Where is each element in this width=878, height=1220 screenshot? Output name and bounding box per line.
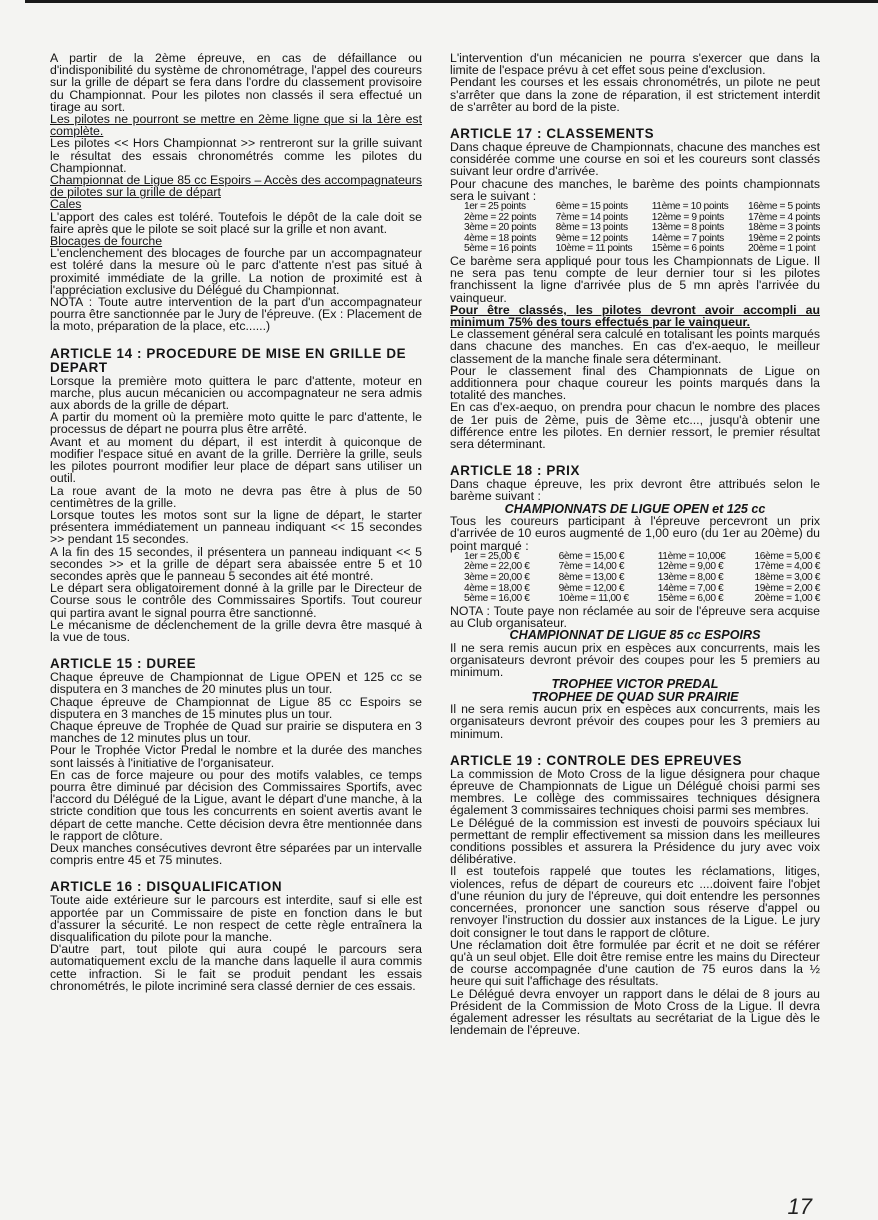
article-17-ranking-paragraph: Le classement général sera calculé en totalisant les points marqués dans chacune des manches. En cas d'ex-aequo, le meilleur classement de la manche finale sera déterminant. <box>450 327 820 366</box>
article-17-ranking-paragraph: En cas d'ex-aequo, on prendra pour chacun le nombre des places de 1er puis de 2ème, puis de 3ème etc..., jusqu'à obtenir une différence entre les pilotes. En dernier ressort, le premier résultat sera déterminant. <box>450 400 820 452</box>
article-15-paragraph: Chaque épreuve de Trophée de Quad sur prairie se disputera en 3 manches de 12 minutes plus un tour. <box>50 718 422 746</box>
article-19-title: ARTICLE 19 : CONTROLE DES EPREUVES <box>450 752 742 768</box>
left-column <box>50 52 422 992</box>
left-intro-paragraph: Blocages de fourche <box>50 234 163 249</box>
left-intro-paragraph: Les pilotes << Hors Championnat >> rentreront sur la grille suivant le résultat des essais chronométrés comme les pilotes du Championnat. <box>50 136 422 175</box>
subtitle-85cc: CHAMPIONNAT DE LIGUE 85 cc ESPOIRS <box>509 628 761 643</box>
points-cell: 6ème = 15 points <box>555 201 628 213</box>
article-15-paragraph: Chaque épreuve de Championnat de Ligue 85 cc Espoirs se disputera en 3 manches de 15 minutes plus un tour. <box>50 694 422 721</box>
article-16-title: ARTICLE 16 : DISQUALIFICATION <box>50 879 283 895</box>
left-intro <box>50 52 422 333</box>
points-cell: 2ème = 22 points <box>464 211 537 223</box>
prize-table <box>450 552 820 605</box>
article-14-paragraph: A partir du moment où la première moto quitte le parc d'attente, le processus de départ ne pourra plus être arrêté. <box>50 410 422 437</box>
points-cell: 13ème = 8 points <box>651 222 724 234</box>
left-intro-paragraph: A partir de la 2ème épreuve, en cas de défaillance ou d'indisponibilité du système de chronométrage, l'appel des coureurs sur la grille de départ se fera dans l'ordre du classement provisoire du Championnat. Pour les pilotes non classés il sera effectué un tirage au sort. <box>50 51 422 114</box>
page-number: 17 <box>787 1194 812 1219</box>
subtitle-quad: TROPHEE DE QUAD SUR PRAIRIE <box>531 689 739 704</box>
article-14-paragraph: La roue avant de la moto ne devra pas être à plus de 50 centimètres de la grille. <box>50 483 422 510</box>
article-15-title: ARTICLE 15 : DUREE <box>50 656 197 672</box>
text-trophy: Il ne sera remis aucun prix en espèces aux concurrents, mais les organisateurs devront prévoir des coupes pour les 3 premiers au minimum. <box>450 702 820 741</box>
article-19-paragraph: Le Délégué de la commission est investi de pouvoirs spéciaux lui permettant de remplir effectivement sa mission dans les meilleures conditions possibles et assurera la Présidence du jury avec voix délibérative. <box>450 815 820 867</box>
article-17-ranking <box>450 328 820 450</box>
points-cell: 12ème = 9 points <box>651 211 724 223</box>
points-cell: 7ème = 14 points <box>555 211 628 223</box>
points-cell: 10ème = 11 points <box>555 243 633 255</box>
prize-cell: 16ème = 5,00 € <box>754 550 820 562</box>
points-cell: 1er = 25 points <box>464 201 526 213</box>
article-14-paragraph: Le départ sera obligatoirement donné à la grille par le Directeur de Course sous le contrôle des Commissaires Sportifs. Tout coureur qui partira avant le signal pourra être sanctionné. <box>50 581 422 620</box>
article-19-body <box>450 768 820 1036</box>
left-intro-paragraph: L'enclenchement des blocages de fourche par un accompagnateur est toléré dans la mesure où le parc d'attente n'est pas situé à proximité immédiate de la grille. La notion de proximité est à l'appréciation exclusive du Délégué du Championnat. <box>50 246 422 297</box>
points-cell: 4ème = 18 points <box>464 232 537 244</box>
prize-cell: 12ème = 9,00 € <box>657 561 724 573</box>
points-cell: 19ème = 2 points <box>747 232 820 244</box>
prize-cell: 8ème = 13,00 € <box>558 571 625 583</box>
points-cell: 11ème = 10 points <box>651 201 729 213</box>
article-17-ranking-paragraph: Pour le classement final des Championnats de Ligue on additionnera pour chaque coureur les points marqués dans la totalité des manches. <box>450 363 820 403</box>
prize-cell: 17ème = 4,00 € <box>754 561 820 573</box>
top-rule <box>25 0 878 3</box>
article-19-paragraph: Le Délégué devra envoyer un rapport dans le délai de 8 jours au Président de la Commission de Moto Cross de la Ligue. Il devra également adresser les résultats au secrétariat de la Ligue dès le lendemain de l'épreuve. <box>450 986 820 1038</box>
left-intro-paragraph: NOTA : Toute autre intervention de la part d'un accompagnateur pourra être sanctionnée par le Jury de l'épreuve. (Ex : Placement de la moto, préparation de la place, etc......) <box>50 295 422 334</box>
prize-cell: 3ème = 20,00 € <box>464 571 530 583</box>
points-cell: 20ème = 1 point <box>747 243 816 255</box>
right-intro <box>450 52 820 113</box>
prize-cell: 7ème = 14,00 € <box>558 561 625 573</box>
left-intro-paragraph: L'apport des cales est toléré. Toutefois le dépôt de la cale doit se faire après que le pilote se soit placé sur la grille et non avant. <box>50 209 422 236</box>
article-16-body <box>50 894 422 992</box>
prize-cell: 15ème = 6,00 € <box>657 593 724 605</box>
article-18-text: Dans chaque épreuve, les prix devront être attribués selon le barème suivant : <box>450 477 820 504</box>
points-cell: 3ème = 20 points <box>464 222 537 234</box>
article-14-body <box>50 375 422 643</box>
article-17-text: Ce barème sera appliqué pour tous les Championnats de Ligue. Il ne sera pas tenu compte de leur dernier tour si les pilotes franchissent la ligne d'arrivée plus de 5 mn après l'arrivée du vainqueur. <box>450 254 820 305</box>
article-19-paragraph: Une réclamation doit être formulée par écrit et ne doit se référer qu'à un seul objet. Elle doit être remise entre les mains du Directeur de course accompagnée d'une caution de 75 euros dans la ½ heure qui suit l'affichage des résultats. <box>450 937 820 989</box>
points-cell: 9ème = 12 points <box>555 232 628 244</box>
article-16-paragraph: Toute aide extérieure sur le parcours est interdite, sauf si elle est apportée par un Commissaire de piste en fonction dans le but d'assurer la sécurité. Le non respect de cette règle entraînera la disqualification du pilote pour la manche. <box>50 893 422 944</box>
article-14-paragraph: Le mécanisme de déclenchement de la grille devra être masqué à la vue de tous. <box>50 617 422 644</box>
article-14-paragraph: A la fin des 15 secondes, il présentera un panneau indiquant << 5 secondes >> et la grille de départ sera abaissée entre 5 et 10 secondes après que le panneau 5 secondes ait été montré. <box>50 544 422 583</box>
prize-cell: 5ème = 16,00 € <box>464 593 530 605</box>
prize-cell: 6ème = 15,00 € <box>558 550 625 562</box>
prize-cell: 18ème = 3,00 € <box>754 571 820 583</box>
right-intro-paragraph: Pendant les courses et les essais chronométrés, un pilote ne peut s'arrêter que dans la zone de réparation, il est strictement interdit de s'arrêter au bord de la piste. <box>450 75 820 114</box>
points-cell: 18ème = 3 points <box>747 222 820 234</box>
left-intro-paragraph: Les pilotes ne pourront se mettre en 2ème ligne que si la 1ère est complète. <box>50 112 422 139</box>
article-17-body <box>450 141 820 202</box>
points-cell: 14ème = 7 points <box>651 232 724 244</box>
article-17-paragraph: Pour chacune des manches, le barème des points championnats sera le suivant : <box>450 176 820 203</box>
points-table <box>450 202 820 255</box>
nota-text: NOTA : Toute paye non réclamée au soir de l'épreuve sera acquise au Club organisateur. <box>450 603 820 630</box>
article-15-paragraph: Chaque épreuve de Championnat de Ligue OPEN et 125 cc se disputera en 3 manches de 20 minutes plus un tour. <box>50 670 422 697</box>
article-15-body <box>50 671 422 866</box>
article-18-title: ARTICLE 18 : PRIX <box>450 463 580 479</box>
prize-cell: 19ème = 2,00 € <box>754 582 820 594</box>
prize-cell: 1er = 25,00 € <box>464 550 520 562</box>
points-cell: 17ème = 4 points <box>747 211 820 223</box>
prize-cell: 10ème = 11,00 € <box>558 593 629 605</box>
article-16-paragraph: D'autre part, tout pilote qui aura coupé le parcours sera automatiquement exclu de la manche dans laquelle il aura commis cette infraction. Si le fait se produit pendant les essais chronométrés, le pilote incriminé sera classé dernier de ces essais. <box>50 942 422 993</box>
prize-cell: 13ème = 8,00 € <box>657 571 724 583</box>
article-15-paragraph: Pour le Trophée Victor Predal le nombre et la durée des manches sont laissés à l'initiative de l'organisateur. <box>50 743 422 770</box>
article-17-bold-rule: Pour être classés, les pilotes devront avoir accompli au minimum 75% des tours effectués par le vainqueur. <box>450 302 820 330</box>
prize-cell: 2ème = 22,00 € <box>464 561 530 573</box>
article-17-paragraph: Dans chaque épreuve de Championnats, chacune des manches est considérée comme une course en soi et les coureurs sont classés suivant leur ordre d'arrivée. <box>450 140 820 179</box>
article-15-paragraph: En cas de force majeure ou pour des motifs valables, ce temps pourra être diminué par décision des Commissaires Sportifs, avec l'accord du Délégué de la Ligue, avant le départ d'une manche, à la stricte condition que tous les concurrents en soient avertis avant le départ de cette manche. Cette décision devra être mentionnée dans le rapport de clôture. <box>50 767 422 843</box>
article-17-title: ARTICLE 17 : CLASSEMENTS <box>450 126 655 142</box>
prize-cell: 14ème = 7,00 € <box>657 582 724 594</box>
left-intro-paragraph: Cales <box>50 197 82 212</box>
right-intro-paragraph: L'intervention d'un mécanicien ne pourra s'exercer que dans la limite de l'espace prévu à cet effet sous peine d'exclusion. <box>450 51 820 78</box>
right-column <box>450 52 820 1036</box>
subtitle-predal: TROPHEE VICTOR PREDAL <box>551 677 719 692</box>
article-15-paragraph: Deux manches consécutives devront être séparées par un intervalle compris entre 45 et 75 minutes. <box>50 840 422 868</box>
article-18-prize-text: Tous les coureurs participant à l'épreuve percevront un prix d'arrivée de 10 euros augmenté de 1,00 euro (du 1er au 20ème) du point marqué : <box>450 514 820 553</box>
prize-cell: 20ème = 1,00 € <box>754 593 820 605</box>
article-14-paragraph: Avant et au moment du départ, il est interdit à quiconque de modifier l'espace situé en avant de la grille. Derrière la grille, seuls les pilotes pourront modifier leur place de départ sans utiliser un outil. <box>50 434 422 486</box>
points-cell: 8ème = 13 points <box>555 222 628 234</box>
article-14-paragraph: Lorsque toutes les motos sont sur la ligne de départ, le starter présentera immédiatement un panneau indiquant << 15 secondes >> pendant 15 secondes. <box>50 507 422 547</box>
text-85cc: Il ne sera remis aucun prix en espèces aux concurrents, mais les organisateurs devront prévoir des coupes pour les 5 premiers au minimum. <box>450 640 820 680</box>
prize-cell: 4ème = 18,00 € <box>464 582 530 594</box>
article-14-paragraph: Lorsque la première moto quittera le parc d'attente, moteur en marche, plus aucun mécanicien ou accompagnateur ne sera admis aux abords de la grille de départ. <box>50 373 422 413</box>
article-19-paragraph: Il est toutefois rappelé que toutes les réclamations, litiges, violences, refus de départ de coureurs etc ....doivent faire l'objet d'une réunion du jury de l'épreuve, qui doit entendre les personnes concernées, prononcer une sanction sous réserve d'appel ou renvoyer l'instruction du dossier aux instances de la Ligue. Le jury doit consigner le tout dans le rapport de clôture. <box>450 864 820 940</box>
prize-cell: 11ème = 10,00€ <box>657 550 726 562</box>
subtitle-open: CHAMPIONNATS DE LIGUE OPEN et 125 cc <box>504 501 766 516</box>
points-cell: 15ème = 6 points <box>651 243 724 255</box>
left-intro-paragraph: Championnat de Ligue 85 cc Espoirs – Accès des accompagnateurs de pilotes sur la grille de départ <box>50 173 422 200</box>
article-14-title: ARTICLE 14 : PROCEDURE DE MISE EN GRILLE DE DEPART <box>50 345 407 375</box>
points-cell: 16ème = 5 points <box>747 201 820 213</box>
article-19-paragraph: La commission de Moto Cross de la ligue désignera pour chaque épreuve de Championnats de Ligue un Délégué choisi parmi ses membres. Le collège des commissaires techniques désignera également 3 commissaires techniques choisi parmi ses membres. <box>450 766 820 818</box>
points-cell: 5ème = 16 points <box>464 243 537 255</box>
prize-cell: 9ème = 12,00 € <box>558 582 625 594</box>
